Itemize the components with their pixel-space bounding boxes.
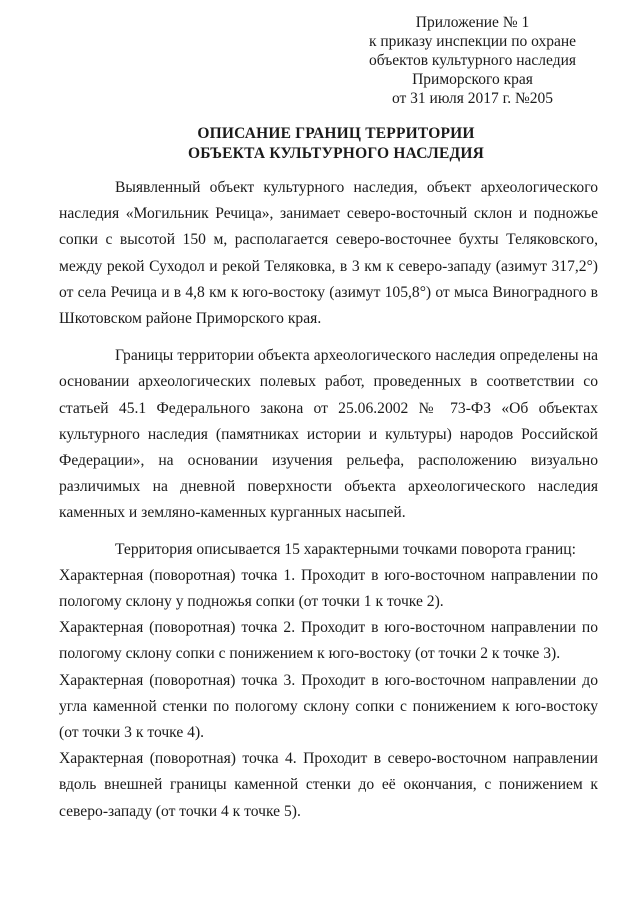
document-body: [59, 175, 598, 825]
title-line-2: ОБЪЕКТА КУЛЬТУРНОГО НАСЛЕДИЯ: [187, 145, 485, 162]
appendix-region: Приморского края: [412, 71, 533, 88]
appendix-order-ref: к приказу инспекции по охране: [368, 33, 577, 50]
paragraph-object-location: Выявленный объект культурного наследия, объект археологического наследия «Могильник Речица», занимает северо-восточный склон и подножье сопки с высотой 150 м, располагается северо-восточнее бухты Теляковского, между рекой Суходол и рекой Теляковка, в 3 км к северо-западу (азимут 317,2°) от села Речица и в 4,8 км к юго-востоку (азимут 105,8°) от мыса Виноградного в Шкотовском районе Приморского края.: [59, 179, 598, 328]
point-description-1: Характерная (поворотная) точка 1. Проходит в юго-восточном направлении по пологому склону у подножья сопки (от точки 1 к точке 2).: [59, 566, 598, 611]
appendix-order-subject: объектов культурного наследия: [368, 52, 577, 69]
appendix-date: от 31 июля 2017 г. №205: [391, 90, 554, 107]
point-description-2: Характерная (поворотная) точка 2. Проходит в юго-восточном направлении по пологому склону сопки с понижением к юго-востоку (от точки 2 к точке 3).: [59, 619, 598, 663]
document-title: [60, 124, 612, 164]
title-line-1: ОПИСАНИЕ ГРАНИЦ ТЕРРИТОРИИ: [197, 125, 475, 142]
point-description-4: Характерная (поворотная) точка 4. Проходит в северо-восточном направлении вдоль внешней границы каменной стенки до её окончания, с понижением к северо-западу (от точки 4 к точке 5).: [59, 750, 598, 820]
appendix-header: [330, 13, 615, 108]
paragraph-boundaries-basis: Границы территории объекта археологического наследия определены на основании археологических полевых работ, проведенных в соответствии со статьей 45.1 Федерального закона от 25.06.2002 № 73-ФЗ «Об объектах культурного наследия (памятниках истории и культуры) народов Российской Федерации», на основании изучения рельефа, расположению визуально различимых на дневной поверхности объекта археологического наследия каменных и земляно-каменных курганных насыпей.: [59, 347, 598, 522]
paragraph-points-count: Территория описывается 15 характерными точками поворота границ:: [115, 540, 576, 558]
point-description-3: Характерная (поворотная) точка 3. Проходит в юго-восточном направлении до угла каменной стенки по пологому склону сопки с понижением к юго-востоку (от точки 3 к точке 4).: [59, 671, 598, 742]
appendix-number: Приложение № 1: [415, 14, 530, 31]
